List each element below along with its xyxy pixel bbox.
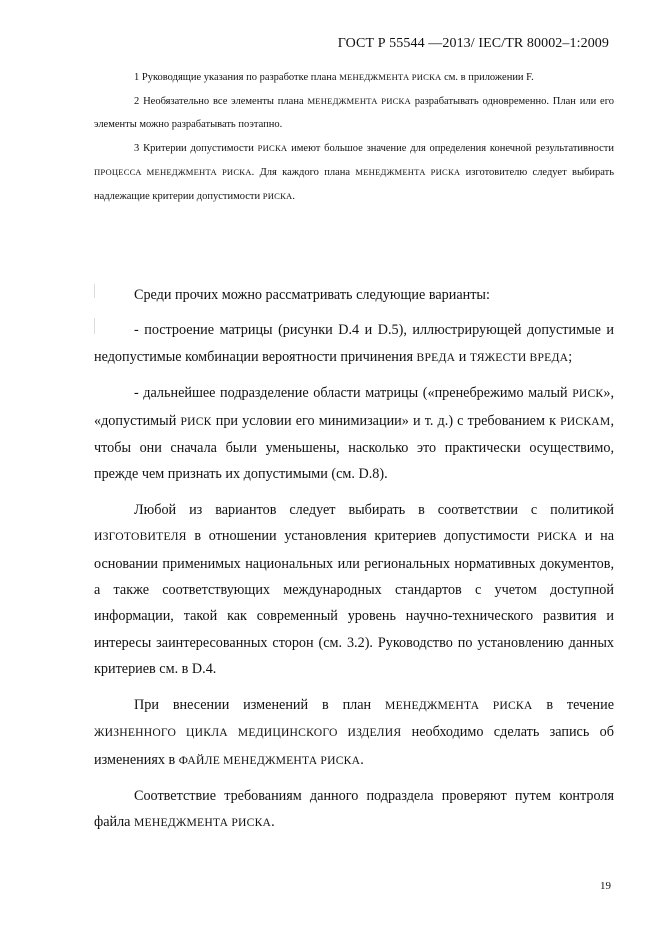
term-small-caps: МЕНЕДЖМЕНТА РИСКА [385,698,533,712]
text-run: При внесении изменений в план [134,696,386,713]
text-run: Любой из вариантов следует выбирать в соответствии с политикой [134,501,614,518]
term-small-caps: РИСК [572,387,604,401]
text-run: . [360,751,364,768]
term-small-caps: МЕНЕДЖМЕНТА РИСКА [355,166,461,177]
term-small-caps: РИСКА [537,530,578,544]
text-run: - дальнейшее подразделение области матрицы («пренебрежимо малый [134,385,573,402]
note-number: 2 [134,95,140,107]
paragraph-policy [94,497,614,683]
main-text [94,282,614,837]
document-id: ГОСТ Р 55544 —2013/ IEC/TR 80002–1:2009 [337,36,609,51]
text-run: . Для каждого плана [251,166,356,178]
text-run: ; [568,348,573,365]
note-3 [94,137,614,208]
text-run: . [292,190,296,202]
text-run: », «допустимый [94,385,614,429]
term-small-caps: ВРЕДА [416,350,456,364]
text-run: при условии его минимизации» и т. д.) с требованием к [211,412,561,429]
text-run: см. в приложении F. [441,72,534,83]
notes-block [94,66,614,208]
term-small-caps: МЕНЕДЖМЕНТА РИСКА [134,816,272,830]
note-text [94,96,614,131]
text-run: Критерии допустимости [139,143,258,155]
note-1 [94,66,614,90]
paragraph-intro [94,282,614,308]
note-text [139,72,534,83]
note-text [94,143,614,201]
text-run: изготовителю следует выбирать надлежащие критерии допустимости [94,166,614,202]
text-run: Соответствие требованиям данного подраздела проверяют путем контроля файла [94,787,614,831]
term-small-caps: РИСКАМ [560,414,611,428]
document-header [338,36,609,52]
term-small-caps: ПРОЦЕССА МЕНЕДЖМЕНТА РИСКА [94,166,252,177]
text-run: в отношении установления критериев допустимости [186,528,538,545]
term-small-caps: ТЯЖЕСТИ ВРЕДА [469,350,569,364]
text-run: - построение матрицы (рисунки D.4 и D.5), иллюстрирующей допустимые и недопустимые комбинации вероятности причинения [94,322,614,365]
term-small-caps: РИСКА [257,143,288,154]
paragraph-option-subdivision [94,380,614,488]
paragraph-compliance [94,783,614,837]
paragraph-changes [94,692,614,774]
text-run: имеют большое значение для определения конечной результативности [287,143,615,155]
term-small-caps: ФАЙЛЕ МЕНЕДЖМЕНТА РИСКА [178,753,361,767]
page-number: 19 [600,880,611,892]
term-small-caps: ИЗГОТОВИТЕЛЯ [94,530,187,544]
term-small-caps: МЕНЕДЖМЕНТА РИСКА [307,95,411,106]
text-run: и на основании применимых национальных или региональных нормативных документов, а также соответствующих международных стандартов с учетом доступной информации, такой как современный уровень научно-технического развития и интересы заинтересованных сторон (см. 3.2). Руководство по установлению данных критериев см. в D.4. [94,528,615,678]
text-run: . [271,814,275,831]
text-run: необходимо сделать запись об изменениях в [94,724,614,768]
text-run: разрабатывать одновременно. План или его элементы можно разрабатывать поэтапно. [94,95,614,131]
text-run: , чтобы они сначала были уменьшены, насколько это практически осуществимо, прежде чем признать их допустимыми (см. D.8). [94,412,614,483]
text-run: Среди прочих можно рассматривать следующие варианты: [134,287,490,303]
term-small-caps: РИСК [180,414,212,428]
note-2 [94,90,614,137]
text-run: Необязательно все элементы плана [139,95,308,107]
text-run: Руководящие указания по разработке плана [139,72,340,83]
term-small-caps: МЕНЕДЖМЕНТА РИСКА [339,72,442,82]
note-number: 1 [134,72,140,83]
term-small-caps: ЖИЗНЕННОГО ЦИКЛА МЕДИЦИНСКОГО ИЗДЕЛИЯ [94,726,402,740]
text-run: и [455,348,470,365]
paragraph-option-matrix [94,317,614,371]
term-small-caps: РИСКА [262,190,293,201]
note-number: 3 [134,143,140,155]
text-run: в течение [532,696,614,713]
